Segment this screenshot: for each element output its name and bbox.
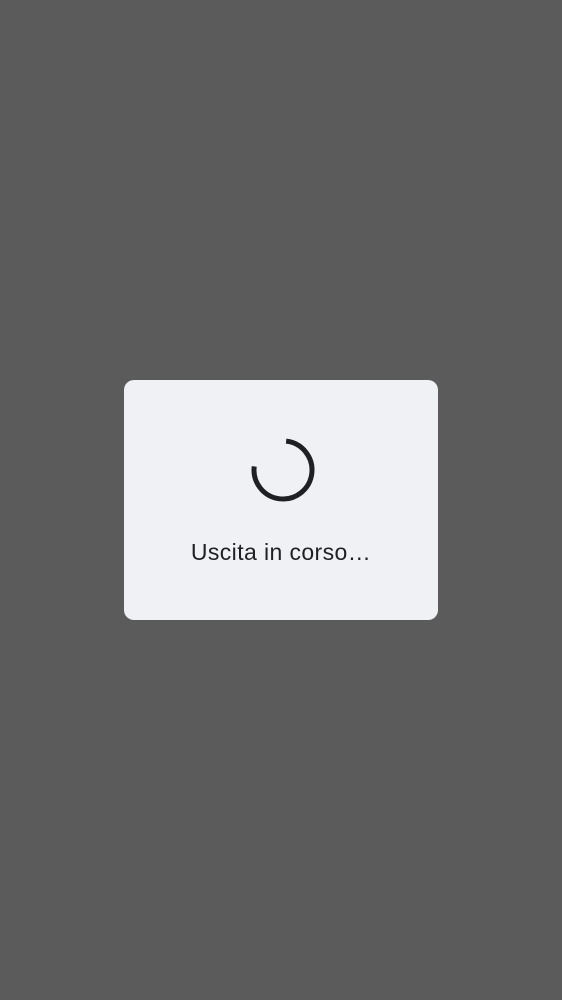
loading-spinner-icon — [251, 438, 315, 502]
progress-dialog — [124, 380, 438, 620]
progress-message: Uscita in corso… — [190, 539, 372, 565]
